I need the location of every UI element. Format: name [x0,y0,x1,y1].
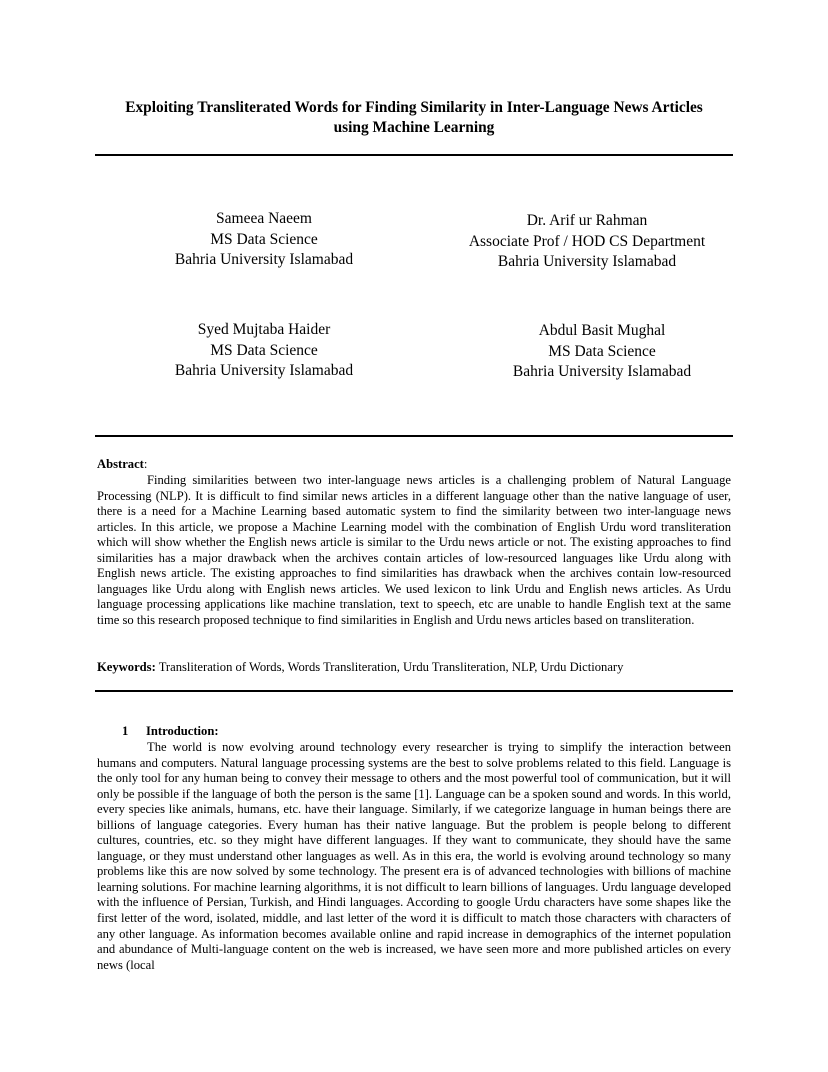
paper-title-line-1: Exploiting Transliterated Words for Finding Similarity in Inter-Language News Articles [125,99,703,116]
section-title: Introduction: [146,724,219,738]
introduction-text: The world is now evolving around technology every researcher is trying to simplify the interaction between humans and computers. Natural language processing systems are the best to solve problems related to this field. Language is the only tool for any human being to convey their message to others and the most powerful tool of communication, but it will only be possible if the language of both the person is the same [1]. Language can be a spoken sound and words. In this world, every species like animals, humans, etc. have their language. Similarly, if we categorize language in human beings there are billions of language categories. Every human has their native language. But the problem is people belong to different cultures, countries, etc. so they might have different languages. If they want to communicate, they should have the same language, or they must understand other languages as well. As in this era, the world is evolving around technology so many problems like this are now solved by some technology. The present era is of advanced technologies with billions of machine learning solutions. For machine learning algorithms, it is not difficult to learn billions of languages. Urdu language developed with the influence of Persian, Turkish, and Hindi languages. According to google Urdu characters have some shapes like the first letter of the word, isolated, middle, and last letter of the word it is difficult to match those characters with characters of any other language. As information becomes available online and rapid increase in demographics of the internet population and abundance of Multi-language content on the web is increased, we have seen more and more published articles on every news (local [97,740,731,972]
abstract-divider [95,690,733,692]
author-name: Sameea Naeem [216,210,312,227]
keywords [97,660,731,676]
keywords-text: Transliteration of Words, Words Transliteration, Urdu Transliteration, NLP, Urdu Dictionary [158,660,624,674]
abstract-heading: Abstract: [97,457,148,471]
author-role: MS Data Science [210,341,318,359]
author-block [164,320,364,382]
author-block [452,211,722,273]
author-role: Associate Prof / HOD CS Department [468,232,706,250]
author-name: Abdul Basit Mughal [538,322,666,339]
author-affiliation: Bahria University Islamabad [174,251,354,268]
author-block [502,321,702,383]
author-role: MS Data Science [548,342,656,360]
author-affiliation: Bahria University Islamabad [174,362,354,379]
paper-title-line-2: using Machine Learning [333,119,495,136]
title-divider [95,154,733,156]
keywords-label: Keywords: [97,660,156,674]
abstract-text: Finding similarities between two inter-language news articles is a challenging problem of Natural Language Processing (NLP). It is difficult to find similar news articles in a different language other than the native language of user, there is a need for a Machine Learning based automatic system to find the similarity between two inter-language news articles. In this article, we propose a Machine Learning model with the combination of English Urdu word transliteration which will show whether the English news article is similar to the Urdu news article or not. The existing approaches to find similarities has a major drawback when the archives contain articles of low-resourced languages like Urdu along with English news article. The existing approaches to find similarities has drawback when the archives contain low-resourced languages like Urdu along with English news articles. We used lexicon to link Urdu and English news articles. As Urdu language processing applications like machine translation, text to speech, etc are unable to handle English text at the same time so this research proposed technique to find similarities in English and Urdu news articles based on transliteration. [97,473,731,627]
author-name: Syed Mujtaba Haider [197,321,331,338]
abstract-heading-label: Abstract [97,457,144,471]
authors-divider [95,435,733,437]
author-affiliation: Bahria University Islamabad [512,363,692,380]
section-number: 1 [122,724,129,738]
paper-title [95,98,733,138]
author-block [164,209,364,271]
author-role: MS Data Science [210,230,318,248]
section-heading-introduction [122,724,219,740]
author-affiliation: Bahria University Islamabad [497,253,677,270]
author-name: Dr. Arif ur Rahman [526,212,648,229]
